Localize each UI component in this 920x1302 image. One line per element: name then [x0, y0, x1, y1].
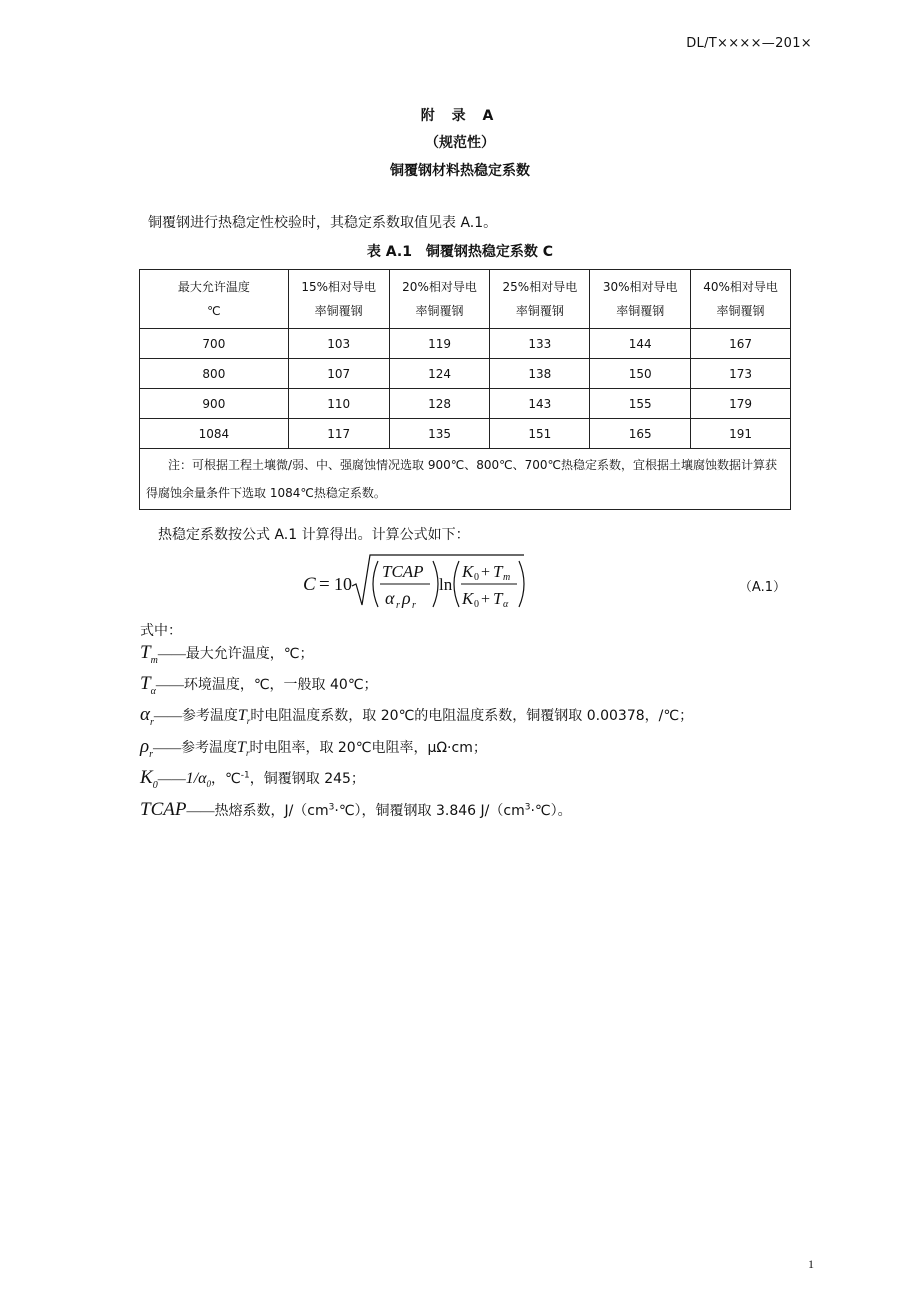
header-cell: 最大允许温度 ℃	[140, 270, 289, 329]
appendix-type: （规范性）	[425, 135, 495, 151]
table-cell: 144	[590, 329, 691, 359]
def-symbol: $\rho_r$	[140, 736, 154, 760]
table-cell: 155	[590, 389, 691, 419]
formula-lhs: C	[303, 574, 316, 595]
def-symbol: $T_m$	[140, 642, 158, 666]
header-cell: 20%相对导电 率铜覆钢	[389, 270, 490, 329]
formula-den1-rho: ρ	[402, 588, 411, 608]
header-cell: 40%相对导电 率铜覆钢	[691, 270, 791, 329]
table-cell: 124	[389, 359, 490, 389]
definition-line: $\rho_r——$参考温度$T_r$时电阻率，取 20℃电阻率，μΩ·cm；	[140, 736, 487, 760]
table-row	[140, 359, 791, 389]
formula-coefficient: 10	[334, 574, 352, 594]
table-cell: 107	[288, 359, 389, 389]
page-number: 1	[808, 1257, 814, 1271]
header-cell: 25%相对导电 率铜覆钢	[490, 270, 590, 329]
formula-intro: 热稳定系数按公式 A.1 计算得出。计算公式如下：	[158, 527, 470, 543]
appendix-title: 附 录 A	[420, 108, 500, 124]
table-note-text: 注：可根据工程土壤微/弱、中、强腐蚀情况选取 900℃、800℃、700℃热稳定系数，宜根据土壤腐蚀数据计算获得腐蚀余量条件下选取 1084℃热稳定系数。	[146, 458, 778, 500]
table-cell: 700	[140, 329, 289, 359]
table-cell: 900	[140, 389, 289, 419]
appendix-name: 铜覆钢材料热稳定系数	[390, 163, 530, 179]
table-cell: 167	[691, 329, 791, 359]
definition-line: $T_\alpha——$环境温度，℃，一般取 40℃；	[140, 673, 378, 697]
paren-left-2	[454, 561, 459, 607]
header-cell: 15%相对导电 率铜覆钢	[288, 270, 389, 329]
formula-den1-alpha-sub: r	[396, 600, 400, 611]
table-row	[140, 389, 791, 419]
paren-right-1	[433, 561, 438, 607]
paren-left-1	[373, 561, 378, 607]
where-label: 式中：	[140, 623, 182, 639]
def-symbol: $T_\alpha$	[140, 673, 156, 697]
table-cell: 110	[288, 389, 389, 419]
table-cell: 165	[590, 419, 691, 449]
definition-line: $K_0——1/\alpha_0$，℃$^{-1}$，铜覆钢取 245；	[140, 767, 365, 791]
definition-line: $\alpha_r——$参考温度$T_r$时电阻温度系数，取 20℃的电阻温度系数，铜覆钢取 0.00378，/℃；	[140, 704, 694, 728]
table-cell: 103	[288, 329, 389, 359]
coefficient-table	[139, 269, 791, 510]
inline-expression: $1/\alpha_0$	[185, 770, 212, 790]
formula-den2-k: K	[462, 589, 474, 608]
table-header-row	[140, 270, 791, 329]
formula-den2-t-sub: α	[503, 599, 509, 610]
def-symbol: $K_0$	[140, 767, 158, 791]
table-cell: 133	[490, 329, 590, 359]
table-cell: 151	[490, 419, 590, 449]
table-cell: 800	[140, 359, 289, 389]
inline-symbol: $T_r$	[237, 739, 250, 759]
definition-line: TCAP——热熔系数，$J/(cm^3\cdot℃)$，铜覆钢取 3.846 $J/(cm^3\cdot℃)$。	[140, 799, 572, 820]
table-cell: 173	[691, 359, 791, 389]
intro-paragraph: 铜覆钢进行热稳定性校验时，其稳定系数取值见表 A.1。	[148, 215, 498, 231]
formula-den2-k-sub: 0	[474, 599, 479, 610]
table-cell: 135	[389, 419, 490, 449]
inline-symbol: $T_r$	[237, 707, 251, 727]
definition-line: $T_m——$最大允许温度，℃；	[140, 642, 314, 666]
formula-den2-plus: +	[481, 591, 491, 608]
table-cell: 150	[590, 359, 691, 389]
table-cell: 143	[490, 389, 590, 419]
table-note-row	[140, 449, 791, 510]
formula-num2-k-sub: 0	[474, 572, 479, 583]
def-symbol: $\alpha_r$	[140, 704, 154, 728]
paren-right-2	[519, 561, 524, 607]
table-cell: 128	[389, 389, 490, 419]
formula-den2-t: T	[493, 589, 503, 608]
table-cell: 191	[691, 419, 791, 449]
formula-equals: =	[319, 574, 330, 595]
table-cell: 179	[691, 389, 791, 419]
table-cell: 119	[389, 329, 490, 359]
def-symbol: TCAP	[140, 799, 187, 820]
table-row	[140, 329, 791, 359]
formula-den1-alpha: α	[385, 588, 395, 608]
table-note	[140, 449, 791, 510]
document-code: DL/T××××—201×	[686, 36, 812, 51]
table-cell: 1084	[140, 419, 289, 449]
formula-num2-plus: +	[481, 564, 491, 581]
formula-den1-rho-sub: r	[412, 600, 416, 611]
formula-a1	[298, 553, 538, 615]
formula-num1: TCAP	[382, 562, 424, 581]
formula-num2-t: T	[493, 562, 503, 581]
formula-num2-k: K	[462, 562, 474, 581]
equation-number: （A.1）	[738, 580, 786, 595]
table-caption: 表 A.1 铜覆钢热稳定系数 C	[366, 244, 554, 260]
formula-ln: ln	[439, 575, 453, 594]
table-row	[140, 419, 791, 449]
table-cell: 117	[288, 419, 389, 449]
table-cell: 138	[490, 359, 590, 389]
header-cell: 30%相对导电 率铜覆钢	[590, 270, 691, 329]
formula-num2-t-sub: m	[503, 572, 511, 583]
